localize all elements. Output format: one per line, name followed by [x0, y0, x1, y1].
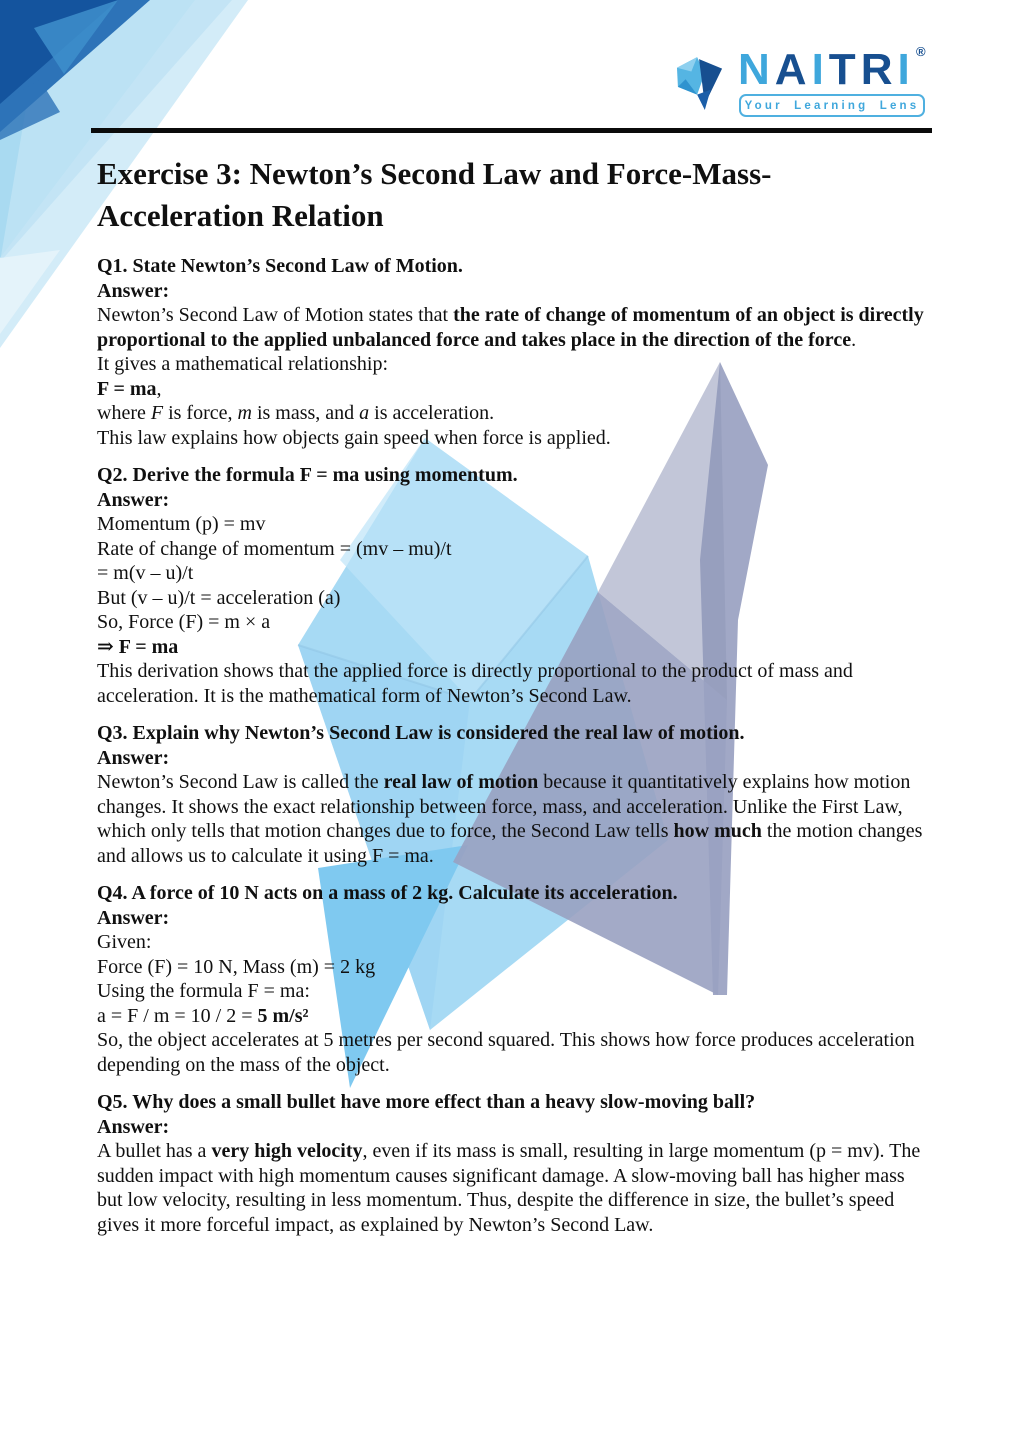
answer-paragraph: [97, 352, 930, 377]
answer-paragraph: [97, 512, 930, 537]
logo-letter: T: [828, 45, 861, 94]
text-segment: .: [851, 328, 857, 351]
answer-paragraph: [97, 426, 930, 451]
answer-label: Answer:: [97, 746, 170, 769]
question-heading: Q5. Why does a small bullet have more effect than a heavy slow-moving ball?: [97, 1091, 756, 1113]
text-segment: This derivation shows that the applied force is directly proportional to the product of mass and acceleration. It is the mathematical form of Newton’s Second Law.: [97, 660, 853, 707]
question-heading: Q3. Explain why Newton’s Second Law is considered the real law of motion.: [97, 722, 745, 744]
answer-paragraph: [97, 659, 930, 708]
qa-block: [97, 463, 930, 708]
answer-paragraph: [97, 586, 930, 611]
answer-paragraph: [97, 401, 930, 426]
logo-letter: A: [774, 45, 812, 94]
text-segment: the rate of change of momentum of an object is directly proportional to the applied unbalanced force and takes place in the direction of the force: [97, 304, 924, 351]
qa-block: [97, 1090, 930, 1237]
qa-content: [97, 254, 930, 1237]
logo-letter: I: [811, 45, 829, 94]
text-segment: Given:: [97, 931, 152, 953]
answer-label: Answer:: [97, 1115, 170, 1138]
text-segment: But (v – u)/t = acceleration (a): [97, 586, 341, 609]
logo-letter: I: [897, 45, 915, 94]
answer-paragraph: [97, 1139, 930, 1237]
text-segment: m: [237, 402, 252, 424]
answer-paragraph: [97, 1004, 930, 1029]
answer-paragraph: [97, 930, 930, 955]
answer-paragraph: [97, 610, 930, 635]
text-segment: very high velocity: [211, 1140, 363, 1162]
naitri-logo: [676, 46, 932, 124]
text-segment: is force,: [163, 402, 238, 424]
qa-block: [97, 254, 930, 450]
text-segment: because it quantitatively explains how motion changes. It shows the exact relationship between force, mass, and acceleration. Unlike the First Law, which only tells that motion changes due to force, the Second Law tells: [97, 771, 911, 842]
text-segment: real law of motion: [383, 771, 539, 793]
text-segment: a: [359, 402, 370, 424]
text-segment: So, Force (F) = m × a: [97, 611, 271, 633]
text-segment: So, the object accelerates at 5 metres per second squared. This shows how force produces acceleration depending on the mass of the object.: [97, 1029, 915, 1076]
text-segment: ,: [156, 377, 162, 400]
logo-tagline: [739, 94, 925, 117]
question-heading: Q1. State Newton’s Second Law of Motion.: [97, 255, 463, 277]
text-segment: Rate of change of momentum = (mv – mu)/t: [97, 537, 452, 560]
registered-trademark: ®: [916, 44, 926, 59]
answer-label: Answer:: [97, 279, 170, 302]
answer-label: Answer:: [97, 906, 170, 929]
text-segment: ⇒ F = ma: [97, 635, 179, 658]
logo-wordmark: [738, 47, 915, 93]
answer-paragraph: [97, 770, 930, 868]
text-segment: how much: [673, 820, 762, 842]
question-heading: Q2. Derive the formula F = ma using momentum.: [97, 464, 518, 486]
qa-block: [97, 721, 930, 868]
text-segment: It gives a mathematical relationship:: [97, 353, 389, 375]
text-segment: where: [97, 402, 151, 424]
main-content: [97, 153, 930, 1237]
text-segment: Using the formula F = ma:: [97, 980, 310, 1002]
answer-paragraph: [97, 303, 930, 352]
text-segment: 5 m/s²: [257, 1004, 309, 1027]
answer-paragraph: [97, 1028, 930, 1077]
answer-paragraph: [97, 561, 930, 586]
logo-tagline-text: Your Learning Lens: [744, 99, 920, 112]
text-segment: Newton’s Second Law of Motion states that: [97, 304, 454, 326]
text-segment: This law explains how objects gain speed when force is applied.: [97, 426, 611, 449]
text-segment: Force (F) = 10 N, Mass (m) = 2 kg: [97, 955, 376, 978]
text-segment: F = ma: [97, 377, 157, 400]
text-segment: is mass, and: [251, 402, 360, 424]
answer-paragraph: [97, 979, 930, 1004]
text-segment: A bullet has a: [97, 1140, 212, 1162]
logo-letter: N: [738, 45, 775, 94]
answer-paragraph: [97, 635, 930, 660]
header-divider: [91, 128, 932, 133]
answer-paragraph: [97, 377, 930, 402]
qa-block: [97, 881, 930, 1077]
page-title: Exercise 3: Newton’s Second Law and Force-Mass-Acceleration Relation: [97, 156, 772, 233]
answer-paragraph: [97, 955, 930, 980]
answer-label: Answer:: [97, 488, 170, 511]
text-segment: the motion changes and allows us to calculate it using F = ma.: [97, 820, 923, 867]
text-segment: F: [150, 402, 164, 424]
answer-paragraph: [97, 537, 930, 562]
text-segment: Momentum (p) = mv: [97, 513, 266, 535]
text-segment: a = F / m = 10 / 2 =: [97, 1004, 258, 1027]
text-segment: , even if its mass is small, resulting in large momentum (p = mv). The sudden impact with high momentum causes significant damage. A slow-moving ball has higher mass but low velocity, resulting in less momentum. Thus, despite the difference in size, the bullet’s speed gives it more forceful impact, as explained by Newton’s Second Law.: [97, 1140, 921, 1236]
logo-letter: R: [860, 45, 898, 94]
text-segment: is acceleration.: [369, 402, 495, 424]
text-segment: = m(v – u)/t: [97, 562, 194, 584]
text-segment: Newton’s Second Law is called the: [97, 771, 384, 793]
naitri-logo-mark-icon: [676, 56, 724, 114]
question-heading: Q4. A force of 10 N acts on a mass of 2 kg. Calculate its acceleration.: [97, 882, 678, 904]
